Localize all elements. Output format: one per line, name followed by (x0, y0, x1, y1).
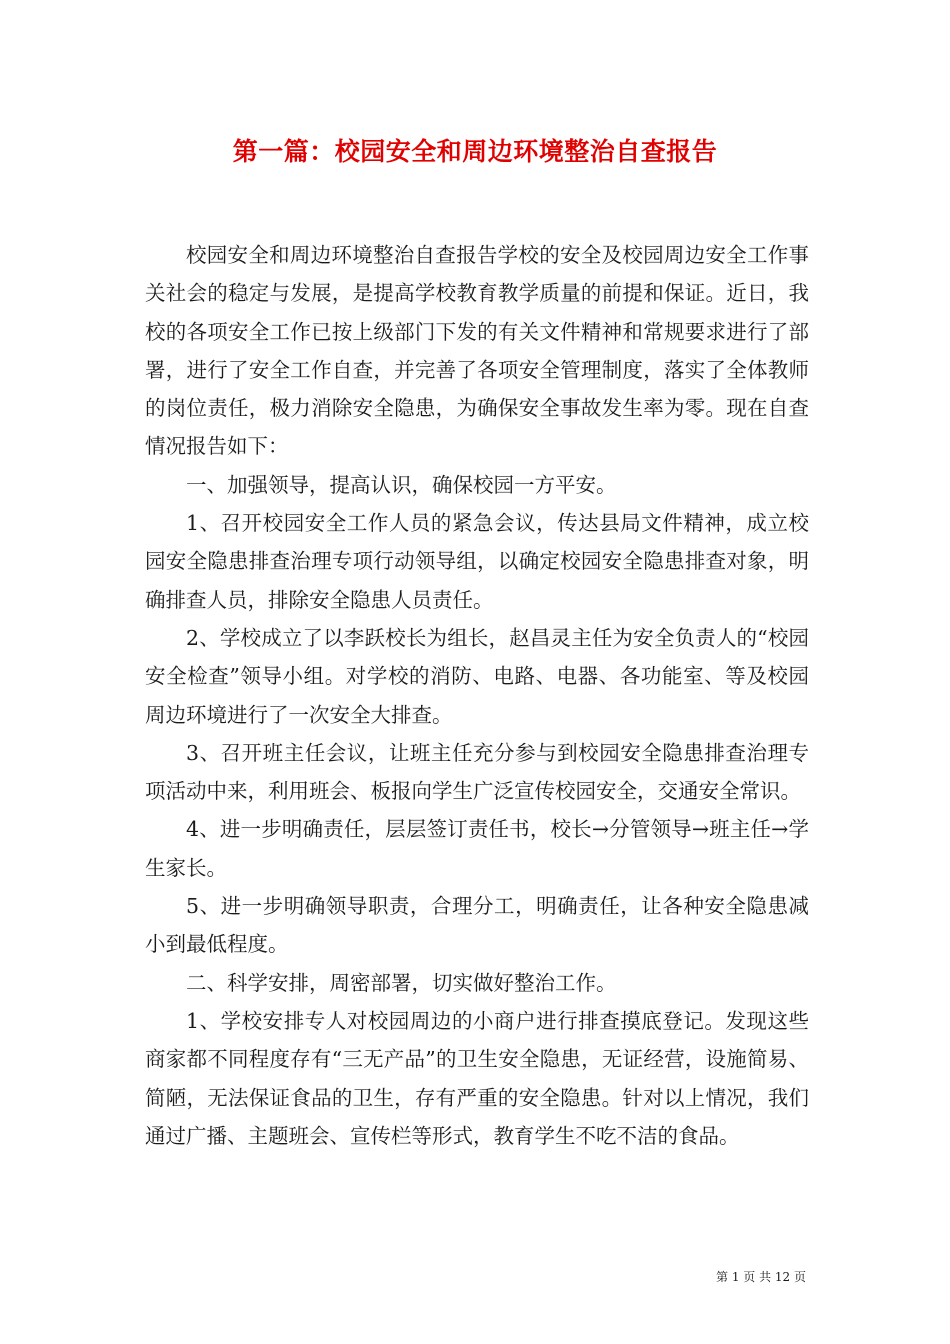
paragraph-item-4: 4、进一步明确责任，层层签订责任书，校长→分管领导→班主任→学生家长。 (145, 817, 809, 880)
paragraph-section-one-heading: 一、加强领导，提高认识，确保校园一方平安。 (186, 472, 617, 497)
page-number-footer: 第 1 页 共 12 页 (716, 1270, 806, 1284)
paragraph-item-5: 5、进一步明确领导职责，合理分工，明确责任，让各种安全隐患减小到最低程度。 (145, 894, 809, 957)
paragraph-item-1: 1、召开校园安全工作人员的紧急会议，传达县局文件精神，成立校园安全隐患排查治理专项行动领导组，以确定校园安全隐患排查对象，明确排查人员，排除安全隐患人员责任。 (145, 511, 809, 612)
paragraph-item-3: 3、召开班主任会议，让班主任充分参与到校园安全隐患排查治理专项活动中来，利用班会、板报向学生广泛宣传校园安全，交通安全常识。 (145, 740, 809, 804)
document-title: 第一篇：校园安全和周边环境整治自查报告 (232, 137, 718, 166)
paragraph-item-2: 2、学校成立了以李跃校长为组长，赵昌灵主任为安全负责人的“校园安全检查”领导小组。对学校的消防、电路、电器、各功能室、等及校园周边环境进行了一次安全大排查。 (145, 625, 809, 727)
paragraph-intro: 校园安全和周边环境整治自查报告学校的安全及校园周边安全工作事关社会的稳定与发展，是提高学校教育教学质量的前提和保证。近日，我校的各项安全工作已按上级部门下发的有关文件精神和常规要求进行了部署，进行了安全工作自查，并完善了各项安全管理制度，落实了全体教师的岗位责任，极力消除安全隐患，为确保安全事故发生率为零。现在自查情况报告如下： (145, 243, 809, 459)
document-body (145, 236, 809, 1155)
paragraph-section-two-item-1: 1、学校安排专人对校园周边的小商户进行排查摸底登记。发现这些商家都不同程度存有“三无产品”的卫生安全隐患，无证经营，设施简易、简陋，无法保证食品的卫生，存有严重的安全隐患。针对以上情况，我们通过广播、主题班会、宣传栏等形式，教育学生不吃不洁的食品。 (145, 1008, 809, 1148)
paragraph-section-two-heading: 二、科学安排，周密部署，切实做好整治工作。 (186, 970, 617, 995)
